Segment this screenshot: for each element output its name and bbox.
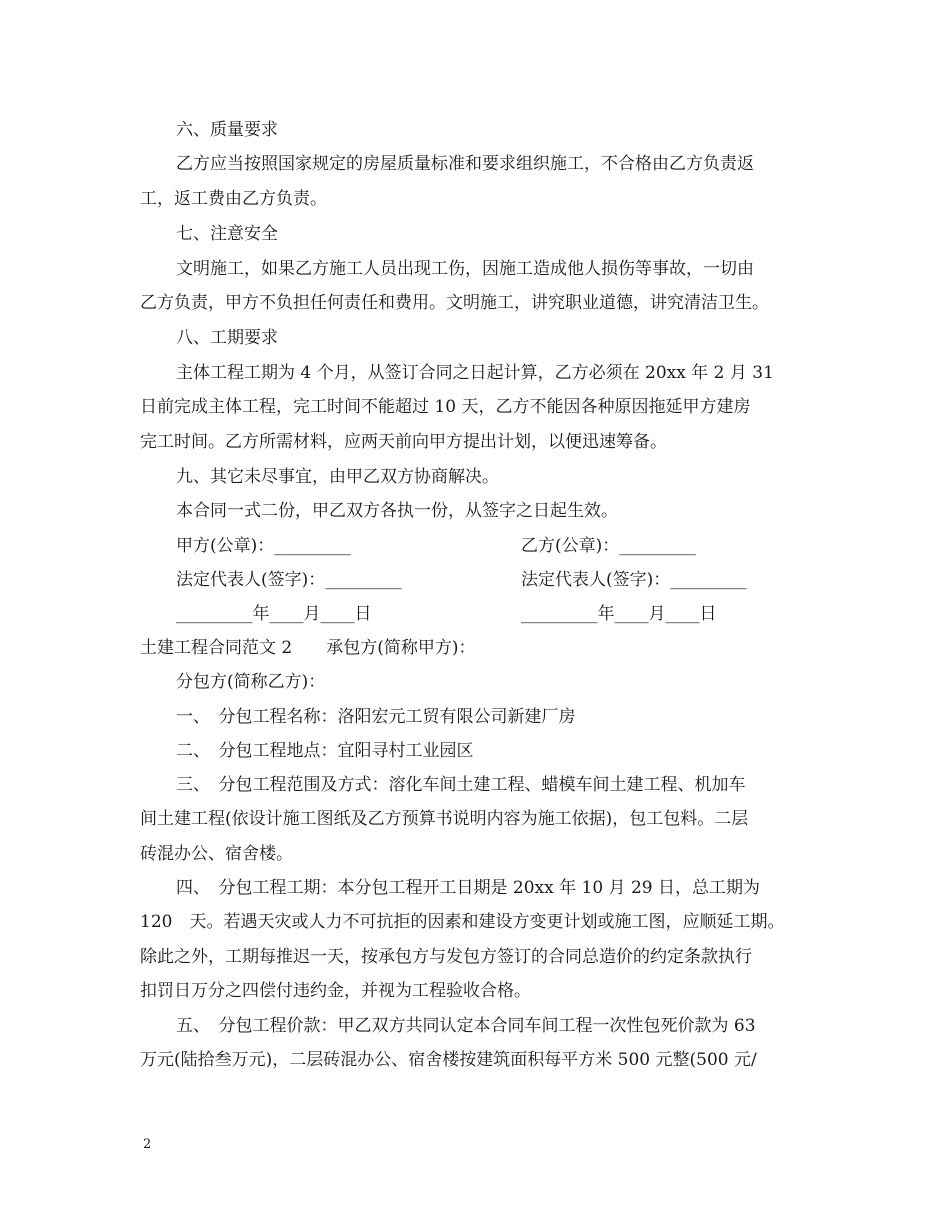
paragraph-line: 文明施工，如果乙方施工人员出现工伤，因施工造成他人损伤等事故，一切由 xyxy=(176,259,754,279)
party-b-representative-field: 法定代表人(签字)：_________ xyxy=(521,570,747,590)
clause-line: 一、 分包工程名称：洛阳宏元工贸有限公司新建厂房 xyxy=(176,707,576,727)
party-b-seal-field: 乙方(公章)：_________ xyxy=(521,536,696,556)
party-b-date-field: _________年____月____日 xyxy=(521,604,717,624)
page-number: 2 xyxy=(143,1137,152,1152)
party-a-seal-field: 甲方(公章)：_________ xyxy=(176,536,351,556)
paragraph-line: 本合同一式二份，甲乙双方各执一份，从签字之日起生效。 xyxy=(176,501,618,521)
paragraph-line: 除此之外，工期每推迟一天，按承包方与发包方签订的合同总造价的约定条款执行 xyxy=(140,947,752,967)
clause-line: 四、 分包工程工期：本分包工程开工日期是 20xx 年 10 月 29 日，总工期为 xyxy=(176,878,760,898)
paragraph-line: 日前完成主体工程，完工时间不能超过 10 天，乙方不能因各种原因拖延甲方建房 xyxy=(140,397,751,417)
paragraph-line: 万元(陆拾叁万元)，二层砖混办公、宿舍楼按建筑面积每平方米 500 元整(500 元/ xyxy=(140,1050,757,1070)
paragraph-line: 工，返工费由乙方负责。 xyxy=(140,189,327,209)
clause-line: 五、 分包工程价款：甲乙双方共同认定本合同车间工程一次性包死价款为 63 xyxy=(176,1016,756,1036)
section-heading-other: 九、其它未尽事宜，由甲乙双方协商解决。 xyxy=(176,467,499,487)
paragraph-line: 完工时间。乙方所需材料，应两天前向甲方提出计划，以便迅速筹备。 xyxy=(140,432,667,452)
section-heading-safety: 七、注意安全 xyxy=(176,224,278,244)
contract-title-line: 土建工程合同范文 2 承包方(简称甲方)： xyxy=(140,638,476,658)
party-a-date-field: _________年____月____日 xyxy=(176,604,372,624)
paragraph-line: 分包方(简称乙方)： xyxy=(176,672,326,692)
paragraph-line: 乙方应当按照国家规定的房屋质量标准和要求组织施工，不合格由乙方负责返 xyxy=(176,154,754,174)
paragraph-line: 砖混办公、宿舍楼。 xyxy=(140,844,293,864)
paragraph-line: 主体工程工期为 4 个月，从签订合同之日起计算，乙方必须在 20xx 年 2 月 31 xyxy=(176,363,774,383)
section-heading-schedule: 八、工期要求 xyxy=(176,328,278,348)
clause-line: 二、 分包工程地点：宜阳寻村工业园区 xyxy=(176,741,474,761)
paragraph-line: 间土建工程(依设计施工图纸及乙方预算书说明内容为施工依据)，包工包料。二层 xyxy=(140,809,749,829)
paragraph-line: 扣罚日万分之四偿付违约金，并视为工程验收合格。 xyxy=(140,981,531,1001)
paragraph-line: 乙方负责，甲方不负担任何责任和费用。文明施工，讲究职业道德，讲究清洁卫生。 xyxy=(140,293,769,313)
section-heading-quality: 六、质量要求 xyxy=(176,120,278,140)
paragraph-line: 120 天。若遇天灾或人力不可抗拒的因素和建设方变更计划或施工图，应顺延工期。 xyxy=(140,912,785,932)
clause-line: 三、 分包工程范围及方式：溶化车间土建工程、蜡模车间土建工程、机加车 xyxy=(176,775,746,795)
party-a-representative-field: 法定代表人(签字)：_________ xyxy=(176,570,402,590)
